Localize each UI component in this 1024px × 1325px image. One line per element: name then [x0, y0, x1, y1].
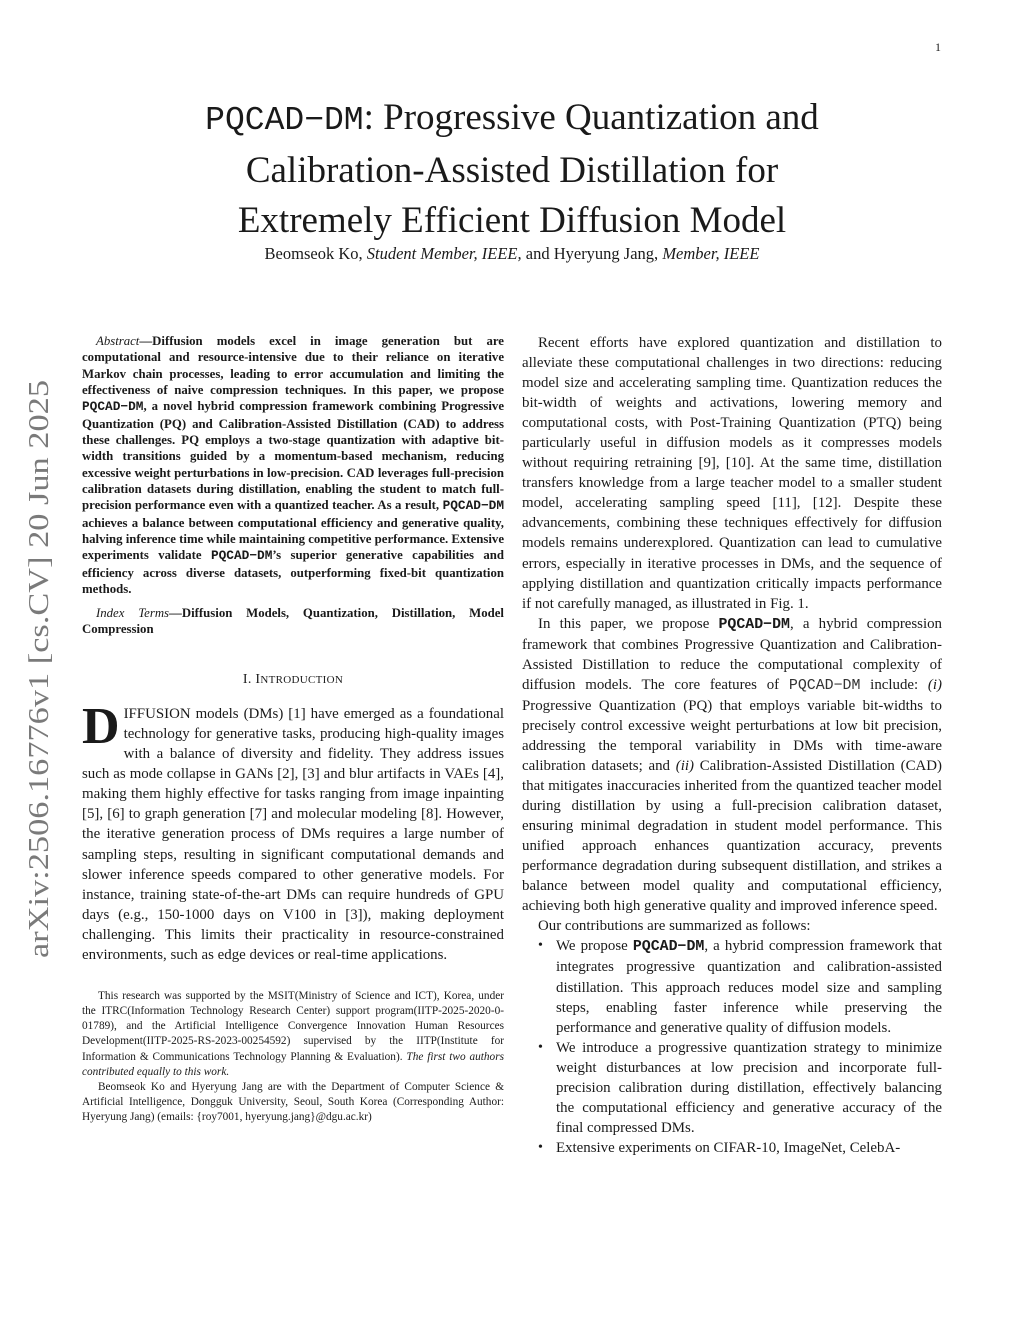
author-line	[60, 244, 964, 264]
abstract-code-1: PQCAD−DM	[82, 399, 144, 415]
index-terms-lead: Index Terms	[96, 605, 170, 620]
intro-text: models (DMs) [1] have emerged as a foundational technology for generative tasks, producing high-quality images with a balance of diversity and fidelity. They address issues such as mode collapse in GANs [2], [3] and blur artifacts in VAEs [4], making them highly effective for tasks ranging from image inpainting [5], [6] to graph generation [7] and molecular modeling [8]. However, the iterative generation process of DMs requires a large number of sampling steps, resulting in significant computational demands and slower inference speeds compared to other generative models. For instance, training state-of-the-art DMs can require hundreds of GPU days (e.g., 150-1000 days on V100 in [3]), making deployment challenging. This limits their practicality in resource-constrained environments, such as edge devices or real-time applications.	[82, 706, 504, 963]
paper-title	[60, 93, 964, 246]
contribution-2-text: We introduce a progressive quantization strategy to minimize weight disturbances at low precision and incorporate full-precision calibration during distillation, effectively balancing the computational efficiency and generative accuracy of the final compressed DMs.	[556, 1039, 942, 1136]
paragraph-proposal	[522, 614, 942, 917]
arxiv-stamp	[12, 380, 58, 960]
proposal-text-b: , a hybrid compression framework that combines Progressive Quantization and Calibration-Assisted Distillation to reduce the computational complexity of diffusion models. The core features of	[522, 615, 942, 693]
abstract-dash: —	[139, 334, 153, 348]
index-terms-dash: —	[169, 605, 182, 620]
abstract-part2: , a novel hybrid compression framework combining Progressive Quantization (PQ) and Calibration-Assisted Distillation (CAD) to address these challenges. PQ employs a two-stage quantization with adaptive bit-width transitions guided by a momentum-based mechanism, reducing excessive weight perturbations in low-precision. CAD leverages full-precision calibration datasets during distillation, enabling the student to match full-precision performance even with a quantized teacher. As a result,	[82, 399, 504, 513]
list-item	[522, 936, 942, 1037]
proposal-marker-i: (i)	[927, 676, 942, 693]
intro-paragraph	[82, 698, 504, 965]
bullet-icon: •	[538, 938, 543, 954]
proposal-text-d: Progressive Quantization (PQ) that employs variable bit-widths to precisely control excessive weight perturbations at low bit precision, addressing the temporal variability in DMs with time-aware calibration datasets; and	[522, 697, 942, 774]
title-line1-rest: : Progressive Quantization and	[363, 97, 819, 138]
proposal-text-c: include:	[860, 676, 928, 693]
title-line2: Calibration-Assisted Distillation for	[245, 150, 779, 191]
proposal-text-e: Calibration-Assisted Distillation (CAD) that mitigates inaccuracies inherited from the quantized teacher model during distillation by using a full-precision calibration dataset, ensuring minimal degradation in student model performance. This unified approach enhances quantization accuracy, prevents performance degradation during subsequent distillation, and strikes a balance between model quality and computational efficiency, achieving both high generative quality and improved inference speed.	[522, 757, 942, 915]
proposal-code-1: PQCAD−DM	[718, 616, 790, 633]
left-column	[82, 333, 504, 1126]
footnote-affiliation: Beomseok Ko and Hyeryung Jang are with the Department of Computer Science & Artificial Intelligence, Dongguk University, Seoul, South Korea (Corresponding Author: Hyeryung Jang) (emails: {roy7001, hyeryung.jang}@dgu.ac.kr)	[82, 1081, 504, 1124]
author-2-role: Member, IEEE	[662, 244, 760, 263]
abstract-code-2: PQCAD−DM	[442, 498, 504, 514]
contribution-1-code: PQCAD−DM	[632, 939, 705, 956]
paragraph-contributions-intro: Our contributions are summarized as follows:	[538, 918, 811, 935]
page-number: 1	[935, 40, 941, 54]
footnote-funding-text: This research was supported by the MSIT(Ministry of Science and ICT), Korea, under the ITRC(Information Technology Research Center) support program(IITP-2025-2020-0-01789), and the Artificial Intelligence Convergence Innovation Human Resources Development(IITP-2025-RS-2023-00254592) supervised by the IITP(Institute for Information & Communications Technology Planning & Evaluation).	[82, 989, 504, 1063]
abstract-part4: ’s superior generative capabilities and efficiency across diverse datasets, outperforming fixed-bit quantization methods.	[82, 548, 505, 597]
author-1-role: Student Member, IEEE,	[366, 244, 522, 263]
intro-first-word: IFFUSION	[123, 706, 191, 723]
arxiv-stamp-text: arXiv:2506.16776v1 [cs.CV] 20 Jun 2025	[23, 469, 55, 958]
bullet-icon: •	[538, 1039, 543, 1055]
proposal-text-a: In this paper, we propose	[538, 615, 719, 632]
bullet-icon: •	[538, 1139, 543, 1155]
footnote-funding	[82, 989, 504, 1080]
abstract	[82, 333, 504, 598]
contributions-list	[522, 936, 942, 1158]
title-line3: Extremely Efficient Diffusion Model	[237, 200, 787, 241]
abstract-lead: Abstract	[96, 334, 140, 348]
author-2: and Hyeryung Jang,	[525, 244, 659, 263]
footnotes	[82, 989, 504, 1126]
section-title-rest: NTRODUCTION	[260, 674, 344, 687]
list-item	[522, 1038, 942, 1138]
author-1: Beomseok Ko,	[264, 244, 363, 263]
abstract-part3: achieves a balance between computational efficiency and generative quality, halving inference time while maintaining competitive performance. Extensive experiments validate	[82, 515, 504, 563]
abstract-code-3: PQCAD−DM	[210, 548, 273, 564]
contribution-1-text-a: We propose	[556, 938, 633, 955]
paragraph-recent-efforts: Recent efforts have explored quantization and distillation to alleviate these computational challenges in two directions: reducing model size and accelerating sampling time. Quantization reduces the bit-width of weights and activations, lowering memory and computational costs, with Post-Training Quantization (PTQ) being particularly useful in diffusion models as it compresses models without requiring retraining [9], [10]. At the same time, distillation transfers knowledge from a large teacher model to a smaller student model, accelerating sampling speed [11], [12]. Despite these advancements, combining these techniques effectively for diffusion models remains underexplored. Quantization can lead to cumulative errors, especially in iterative processes in DMs, and the sequence of applying distillation and quantization critically impacts performance if not carefully managed, as illustrated in Fig. 1.	[522, 335, 942, 612]
section-heading-introduction	[82, 672, 504, 688]
drop-cap: D	[82, 698, 120, 756]
proposal-marker-ii: (ii)	[675, 757, 694, 774]
list-item	[522, 1138, 942, 1158]
section-numeral: I. I	[242, 672, 261, 688]
abstract-part1: Diffusion models excel in image generation but are computational and resource-intensive due to their reliance on iterative Markov chain processes, leading to error accumulation and limiting the effectiveness of naive compression techniques. In this paper, we propose	[82, 334, 504, 398]
footnote-equal-contribution: The first two authors contributed equally to this work.	[82, 1050, 504, 1078]
contribution-1-text-b: , a hybrid compression framework that integrates progressive quantization and calibration-assisted distillation. This approach reduces model size and sampling steps, enabling faster inference while preserving the performance and generative quality of diffusion models.	[556, 938, 942, 1036]
index-terms-text: Diffusion Models, Quantization, Distillation, Model Compression	[82, 605, 504, 636]
right-column	[522, 333, 942, 1158]
proposal-code-2: PQCAD−DM	[788, 677, 861, 694]
contribution-3-text: Extensive experiments on CIFAR-10, ImageNet, CelebA-	[556, 1139, 901, 1156]
title-code-name: PQCAD−DM	[205, 102, 364, 139]
index-terms	[82, 605, 504, 638]
